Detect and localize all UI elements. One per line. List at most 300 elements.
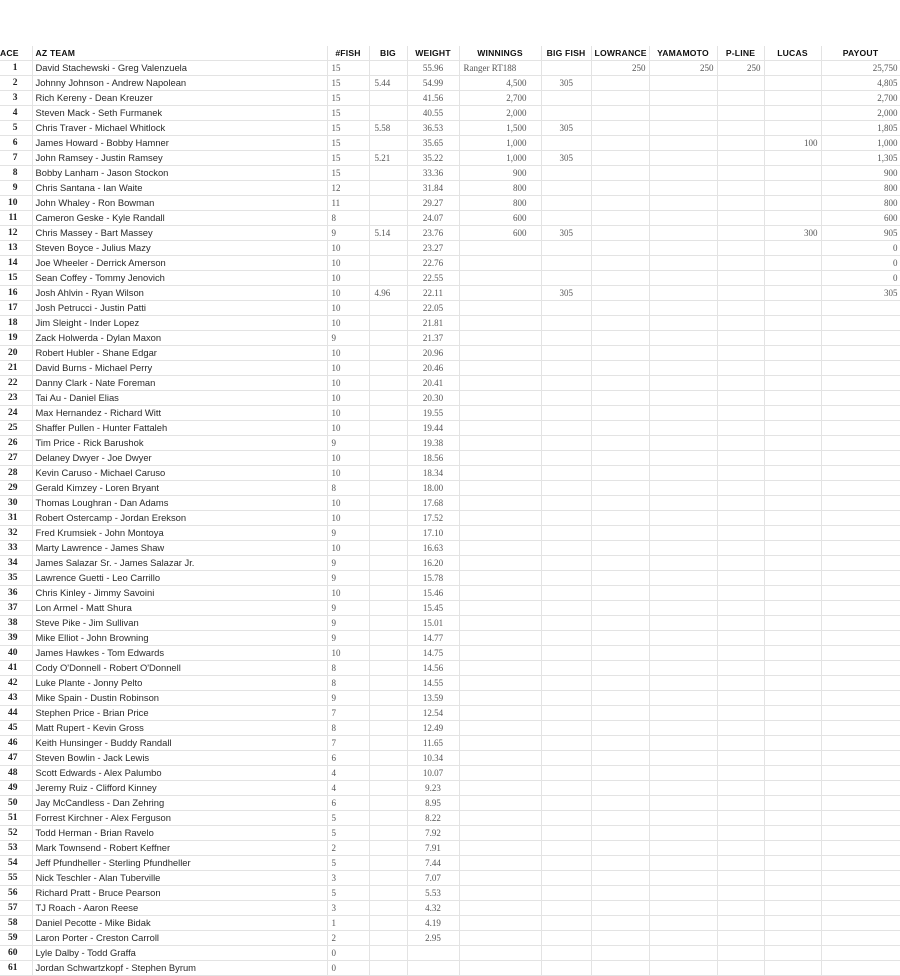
table-row: [0, 616, 900, 631]
cell-fish: 10: [327, 511, 369, 526]
cell-place: 27: [0, 451, 32, 466]
cell-fish: 9: [327, 556, 369, 571]
cell-lucas: [764, 406, 821, 421]
cell-big: [369, 736, 407, 751]
cell-big-fish: [541, 886, 591, 901]
cell-fish: 15: [327, 106, 369, 121]
cell-weight: 14.55: [407, 676, 459, 691]
cell-yamamoto: [649, 931, 717, 946]
cell-lowrance: [591, 106, 649, 121]
cell-place: 51: [0, 811, 32, 826]
cell-p-line: [717, 481, 764, 496]
cell-weight: 20.41: [407, 376, 459, 391]
cell-lucas: [764, 346, 821, 361]
cell-p-line: [717, 541, 764, 556]
cell-big: [369, 256, 407, 271]
cell-payout: 1,805: [821, 121, 900, 136]
cell-place: 33: [0, 541, 32, 556]
cell-yamamoto: [649, 526, 717, 541]
cell-team: Zack Holwerda - Dylan Maxon: [32, 331, 327, 346]
cell-lowrance: [591, 826, 649, 841]
cell-lucas: [764, 751, 821, 766]
cell-payout: [821, 946, 900, 961]
table-row: [0, 376, 900, 391]
cell-big-fish: [541, 961, 591, 976]
cell-lowrance: [591, 901, 649, 916]
cell-lowrance: [591, 376, 649, 391]
cell-payout: [821, 406, 900, 421]
cell-place: 54: [0, 856, 32, 871]
table-row: [0, 946, 900, 961]
cell-team: Mike Elliot - John Browning: [32, 631, 327, 646]
cell-big-fish: [541, 61, 591, 76]
cell-big-fish: [541, 946, 591, 961]
cell-fish: 10: [327, 586, 369, 601]
cell-payout: [821, 916, 900, 931]
cell-big-fish: [541, 496, 591, 511]
cell-lucas: [764, 901, 821, 916]
cell-yamamoto: [649, 481, 717, 496]
cell-big-fish: [541, 136, 591, 151]
cell-fish: 9: [327, 601, 369, 616]
cell-weight: 8.22: [407, 811, 459, 826]
cell-yamamoto: [649, 676, 717, 691]
cell-lucas: [764, 511, 821, 526]
cell-yamamoto: [649, 541, 717, 556]
cell-big: [369, 271, 407, 286]
cell-yamamoto: [649, 706, 717, 721]
cell-fish: 10: [327, 316, 369, 331]
cell-yamamoto: [649, 136, 717, 151]
cell-lowrance: [591, 781, 649, 796]
cell-lowrance: [591, 916, 649, 931]
cell-fish: 15: [327, 151, 369, 166]
cell-yamamoto: [649, 346, 717, 361]
cell-lowrance: [591, 691, 649, 706]
cell-big-fish: [541, 241, 591, 256]
cell-payout: [821, 706, 900, 721]
cell-p-line: [717, 961, 764, 976]
cell-place: 28: [0, 466, 32, 481]
cell-weight: 10.07: [407, 766, 459, 781]
cell-weight: 36.53: [407, 121, 459, 136]
cell-place: 56: [0, 886, 32, 901]
cell-lucas: [764, 556, 821, 571]
cell-payout: [821, 871, 900, 886]
cell-lowrance: [591, 736, 649, 751]
cell-fish: 15: [327, 61, 369, 76]
table-row: [0, 181, 900, 196]
cell-fish: 3: [327, 901, 369, 916]
cell-yamamoto: [649, 556, 717, 571]
cell-fish: 10: [327, 346, 369, 361]
cell-place: 2: [0, 76, 32, 91]
cell-payout: [821, 886, 900, 901]
table-row: [0, 211, 900, 226]
cell-team: Forrest Kirchner - Alex Ferguson: [32, 811, 327, 826]
cell-fish: 10: [327, 421, 369, 436]
cell-place: 11: [0, 211, 32, 226]
cell-place: 37: [0, 601, 32, 616]
cell-payout: [821, 631, 900, 646]
cell-place: 55: [0, 871, 32, 886]
cell-lowrance: [591, 841, 649, 856]
cell-p-line: [717, 631, 764, 646]
cell-weight: 12.49: [407, 721, 459, 736]
cell-big: 5.44: [369, 76, 407, 91]
cell-winnings: [459, 256, 541, 271]
cell-yamamoto: [649, 841, 717, 856]
cell-team: Laron Porter - Creston Carroll: [32, 931, 327, 946]
cell-winnings: [459, 916, 541, 931]
cell-fish: 10: [327, 646, 369, 661]
cell-big-fish: [541, 856, 591, 871]
table-row: [0, 706, 900, 721]
cell-lowrance: [591, 646, 649, 661]
cell-lucas: [764, 676, 821, 691]
cell-winnings: [459, 961, 541, 976]
cell-yamamoto: [649, 916, 717, 931]
cell-big: [369, 331, 407, 346]
cell-big-fish: [541, 556, 591, 571]
cell-place: 40: [0, 646, 32, 661]
cell-lucas: [764, 376, 821, 391]
cell-p-line: [717, 421, 764, 436]
cell-winnings: [459, 616, 541, 631]
cell-big: 5.21: [369, 151, 407, 166]
cell-big: [369, 841, 407, 856]
cell-team: John Whaley - Ron Bowman: [32, 196, 327, 211]
cell-big-fish: [541, 481, 591, 496]
cell-payout: [821, 526, 900, 541]
cell-big: [369, 436, 407, 451]
cell-lucas: [764, 571, 821, 586]
cell-place: 19: [0, 331, 32, 346]
cell-p-line: [717, 301, 764, 316]
cell-lowrance: [591, 361, 649, 376]
cell-big-fish: [541, 796, 591, 811]
cell-team: Cameron Geske - Kyle Randall: [32, 211, 327, 226]
cell-yamamoto: 250: [649, 61, 717, 76]
cell-winnings: [459, 841, 541, 856]
cell-weight: 19.44: [407, 421, 459, 436]
table-row: [0, 121, 900, 136]
cell-fish: 10: [327, 361, 369, 376]
cell-team: Johnny Johnson - Andrew Napolean: [32, 76, 327, 91]
cell-lowrance: [591, 286, 649, 301]
cell-payout: [821, 481, 900, 496]
cell-lowrance: [591, 751, 649, 766]
cell-weight: 29.27: [407, 196, 459, 211]
cell-yamamoto: [649, 901, 717, 916]
cell-team: Thomas Loughran - Dan Adams: [32, 496, 327, 511]
cell-lowrance: [591, 811, 649, 826]
cell-weight: 41.56: [407, 91, 459, 106]
cell-place: 49: [0, 781, 32, 796]
cell-yamamoto: [649, 316, 717, 331]
cell-big: [369, 346, 407, 361]
cell-yamamoto: [649, 436, 717, 451]
cell-weight: 54.99: [407, 76, 459, 91]
cell-lowrance: [591, 76, 649, 91]
cell-yamamoto: [649, 451, 717, 466]
cell-place: 60: [0, 946, 32, 961]
cell-big: [369, 361, 407, 376]
table-row: [0, 226, 900, 241]
cell-lucas: [764, 196, 821, 211]
cell-big: [369, 961, 407, 976]
cell-yamamoto: [649, 736, 717, 751]
cell-fish: 10: [327, 286, 369, 301]
cell-place: 47: [0, 751, 32, 766]
cell-place: 57: [0, 901, 32, 916]
cell-lucas: [764, 721, 821, 736]
cell-winnings: [459, 691, 541, 706]
table-row: [0, 751, 900, 766]
cell-yamamoto: [649, 181, 717, 196]
cell-winnings: [459, 946, 541, 961]
cell-lucas: 100: [764, 136, 821, 151]
cell-winnings: [459, 541, 541, 556]
cell-payout: [821, 451, 900, 466]
cell-lowrance: [591, 271, 649, 286]
cell-yamamoto: [649, 781, 717, 796]
cell-winnings: [459, 571, 541, 586]
cell-place: 53: [0, 841, 32, 856]
cell-lowrance: [591, 856, 649, 871]
cell-lowrance: [591, 496, 649, 511]
cell-lucas: [764, 631, 821, 646]
cell-team: Lon Armel - Matt Shura: [32, 601, 327, 616]
cell-big: [369, 676, 407, 691]
cell-yamamoto: [649, 76, 717, 91]
cell-payout: [821, 901, 900, 916]
cell-place: 14: [0, 256, 32, 271]
header-place: ACE: [0, 46, 32, 61]
cell-yamamoto: [649, 391, 717, 406]
cell-lowrance: [591, 151, 649, 166]
cell-place: 23: [0, 391, 32, 406]
cell-weight: 16.20: [407, 556, 459, 571]
cell-payout: 0: [821, 241, 900, 256]
table-row: [0, 151, 900, 166]
cell-payout: 905: [821, 226, 900, 241]
table-row: [0, 196, 900, 211]
header-team: AZ TEAM: [32, 46, 327, 61]
cell-team: Cody O'Donnell - Robert O'Donnell: [32, 661, 327, 676]
cell-big: [369, 181, 407, 196]
cell-lowrance: [591, 301, 649, 316]
cell-lucas: [764, 481, 821, 496]
cell-yamamoto: [649, 856, 717, 871]
cell-weight: 17.52: [407, 511, 459, 526]
cell-big-fish: [541, 736, 591, 751]
cell-weight: 17.10: [407, 526, 459, 541]
header-big: BIG: [369, 46, 407, 61]
cell-place: 45: [0, 721, 32, 736]
cell-team: Jim Sleight - Inder Lopez: [32, 316, 327, 331]
cell-big-fish: [541, 436, 591, 451]
cell-lucas: [764, 181, 821, 196]
header-big-fish: BIG FISH: [541, 46, 591, 61]
cell-lucas: [764, 601, 821, 616]
cell-weight: 15.01: [407, 616, 459, 631]
cell-fish: 10: [327, 271, 369, 286]
cell-place: 15: [0, 271, 32, 286]
cell-lucas: [764, 886, 821, 901]
cell-winnings: [459, 721, 541, 736]
header-winnings: WINNINGS: [459, 46, 541, 61]
cell-place: 25: [0, 421, 32, 436]
cell-winnings: [459, 346, 541, 361]
table-row: [0, 466, 900, 481]
cell-place: 44: [0, 706, 32, 721]
cell-big-fish: [541, 916, 591, 931]
cell-lowrance: [591, 571, 649, 586]
cell-weight: 18.34: [407, 466, 459, 481]
header-payout: PAYOUT: [821, 46, 900, 61]
cell-team: Rich Kereny - Dean Kreuzer: [32, 91, 327, 106]
cell-yamamoto: [649, 691, 717, 706]
cell-big: [369, 886, 407, 901]
cell-lowrance: [591, 226, 649, 241]
cell-p-line: [717, 616, 764, 631]
cell-weight: 18.00: [407, 481, 459, 496]
cell-fish: 9: [327, 226, 369, 241]
cell-big: 5.58: [369, 121, 407, 136]
cell-lucas: [764, 331, 821, 346]
cell-yamamoto: [649, 91, 717, 106]
cell-winnings: [459, 241, 541, 256]
cell-weight: 21.81: [407, 316, 459, 331]
cell-yamamoto: [649, 361, 717, 376]
cell-fish: 15: [327, 76, 369, 91]
cell-weight: 14.56: [407, 661, 459, 676]
cell-payout: 25,750: [821, 61, 900, 76]
cell-lucas: 300: [764, 226, 821, 241]
cell-yamamoto: [649, 496, 717, 511]
cell-winnings: [459, 316, 541, 331]
cell-lucas: [764, 61, 821, 76]
cell-p-line: [717, 181, 764, 196]
cell-lucas: [764, 916, 821, 931]
cell-big: [369, 781, 407, 796]
cell-team: David Burns - Michael Perry: [32, 361, 327, 376]
cell-big: [369, 601, 407, 616]
cell-lucas: [764, 76, 821, 91]
cell-lowrance: [591, 721, 649, 736]
cell-big: [369, 766, 407, 781]
cell-p-line: [717, 691, 764, 706]
cell-team: James Hawkes - Tom Edwards: [32, 646, 327, 661]
cell-team: David Stachewski - Greg Valenzuela: [32, 61, 327, 76]
cell-team: Gerald Kimzey - Loren Bryant: [32, 481, 327, 496]
cell-place: 52: [0, 826, 32, 841]
cell-lowrance: [591, 136, 649, 151]
cell-weight: 20.96: [407, 346, 459, 361]
cell-p-line: [717, 316, 764, 331]
cell-p-line: [717, 646, 764, 661]
cell-yamamoto: [649, 466, 717, 481]
cell-fish: 8: [327, 721, 369, 736]
cell-payout: 305: [821, 286, 900, 301]
cell-place: 48: [0, 766, 32, 781]
cell-yamamoto: [649, 631, 717, 646]
cell-payout: [821, 346, 900, 361]
cell-big: [369, 136, 407, 151]
cell-lucas: [764, 961, 821, 976]
cell-winnings: 2,000: [459, 106, 541, 121]
cell-big-fish: [541, 181, 591, 196]
cell-lowrance: [591, 211, 649, 226]
cell-lucas: [764, 691, 821, 706]
cell-fish: 8: [327, 211, 369, 226]
cell-lucas: [764, 871, 821, 886]
cell-p-line: [717, 331, 764, 346]
cell-winnings: 900: [459, 166, 541, 181]
cell-fish: 10: [327, 466, 369, 481]
cell-place: 20: [0, 346, 32, 361]
cell-yamamoto: [649, 196, 717, 211]
cell-weight: 13.59: [407, 691, 459, 706]
cell-place: 61: [0, 961, 32, 976]
cell-lucas: [764, 106, 821, 121]
cell-team: Chris Santana - Ian Waite: [32, 181, 327, 196]
cell-team: Max Hernandez - Richard Witt: [32, 406, 327, 421]
cell-yamamoto: [649, 421, 717, 436]
cell-weight: 14.77: [407, 631, 459, 646]
cell-place: 35: [0, 571, 32, 586]
cell-team: Lawrence Guetti - Leo Carrillo: [32, 571, 327, 586]
cell-weight: 17.68: [407, 496, 459, 511]
cell-big-fish: [541, 541, 591, 556]
cell-p-line: [717, 256, 764, 271]
cell-lucas: [764, 661, 821, 676]
table-row: [0, 601, 900, 616]
cell-winnings: [459, 886, 541, 901]
cell-big-fish: [541, 601, 591, 616]
cell-weight: 7.92: [407, 826, 459, 841]
cell-place: 17: [0, 301, 32, 316]
cell-big: [369, 691, 407, 706]
cell-weight: 22.55: [407, 271, 459, 286]
cell-place: 32: [0, 526, 32, 541]
cell-big: [369, 526, 407, 541]
cell-big: [369, 196, 407, 211]
cell-lowrance: [591, 526, 649, 541]
cell-big: 5.14: [369, 226, 407, 241]
cell-payout: 1,000: [821, 136, 900, 151]
cell-lowrance: [591, 601, 649, 616]
cell-place: 59: [0, 931, 32, 946]
cell-big: [369, 586, 407, 601]
cell-lucas: [764, 241, 821, 256]
cell-big: [369, 661, 407, 676]
cell-fish: 5: [327, 811, 369, 826]
table-row: [0, 91, 900, 106]
cell-fish: 9: [327, 436, 369, 451]
cell-payout: 600: [821, 211, 900, 226]
cell-team: Steven Bowlin - Jack Lewis: [32, 751, 327, 766]
cell-winnings: [459, 736, 541, 751]
cell-p-line: [717, 856, 764, 871]
cell-big: [369, 451, 407, 466]
table-row: [0, 526, 900, 541]
cell-winnings: [459, 601, 541, 616]
cell-weight: 22.76: [407, 256, 459, 271]
cell-yamamoto: [649, 766, 717, 781]
cell-big: [369, 106, 407, 121]
